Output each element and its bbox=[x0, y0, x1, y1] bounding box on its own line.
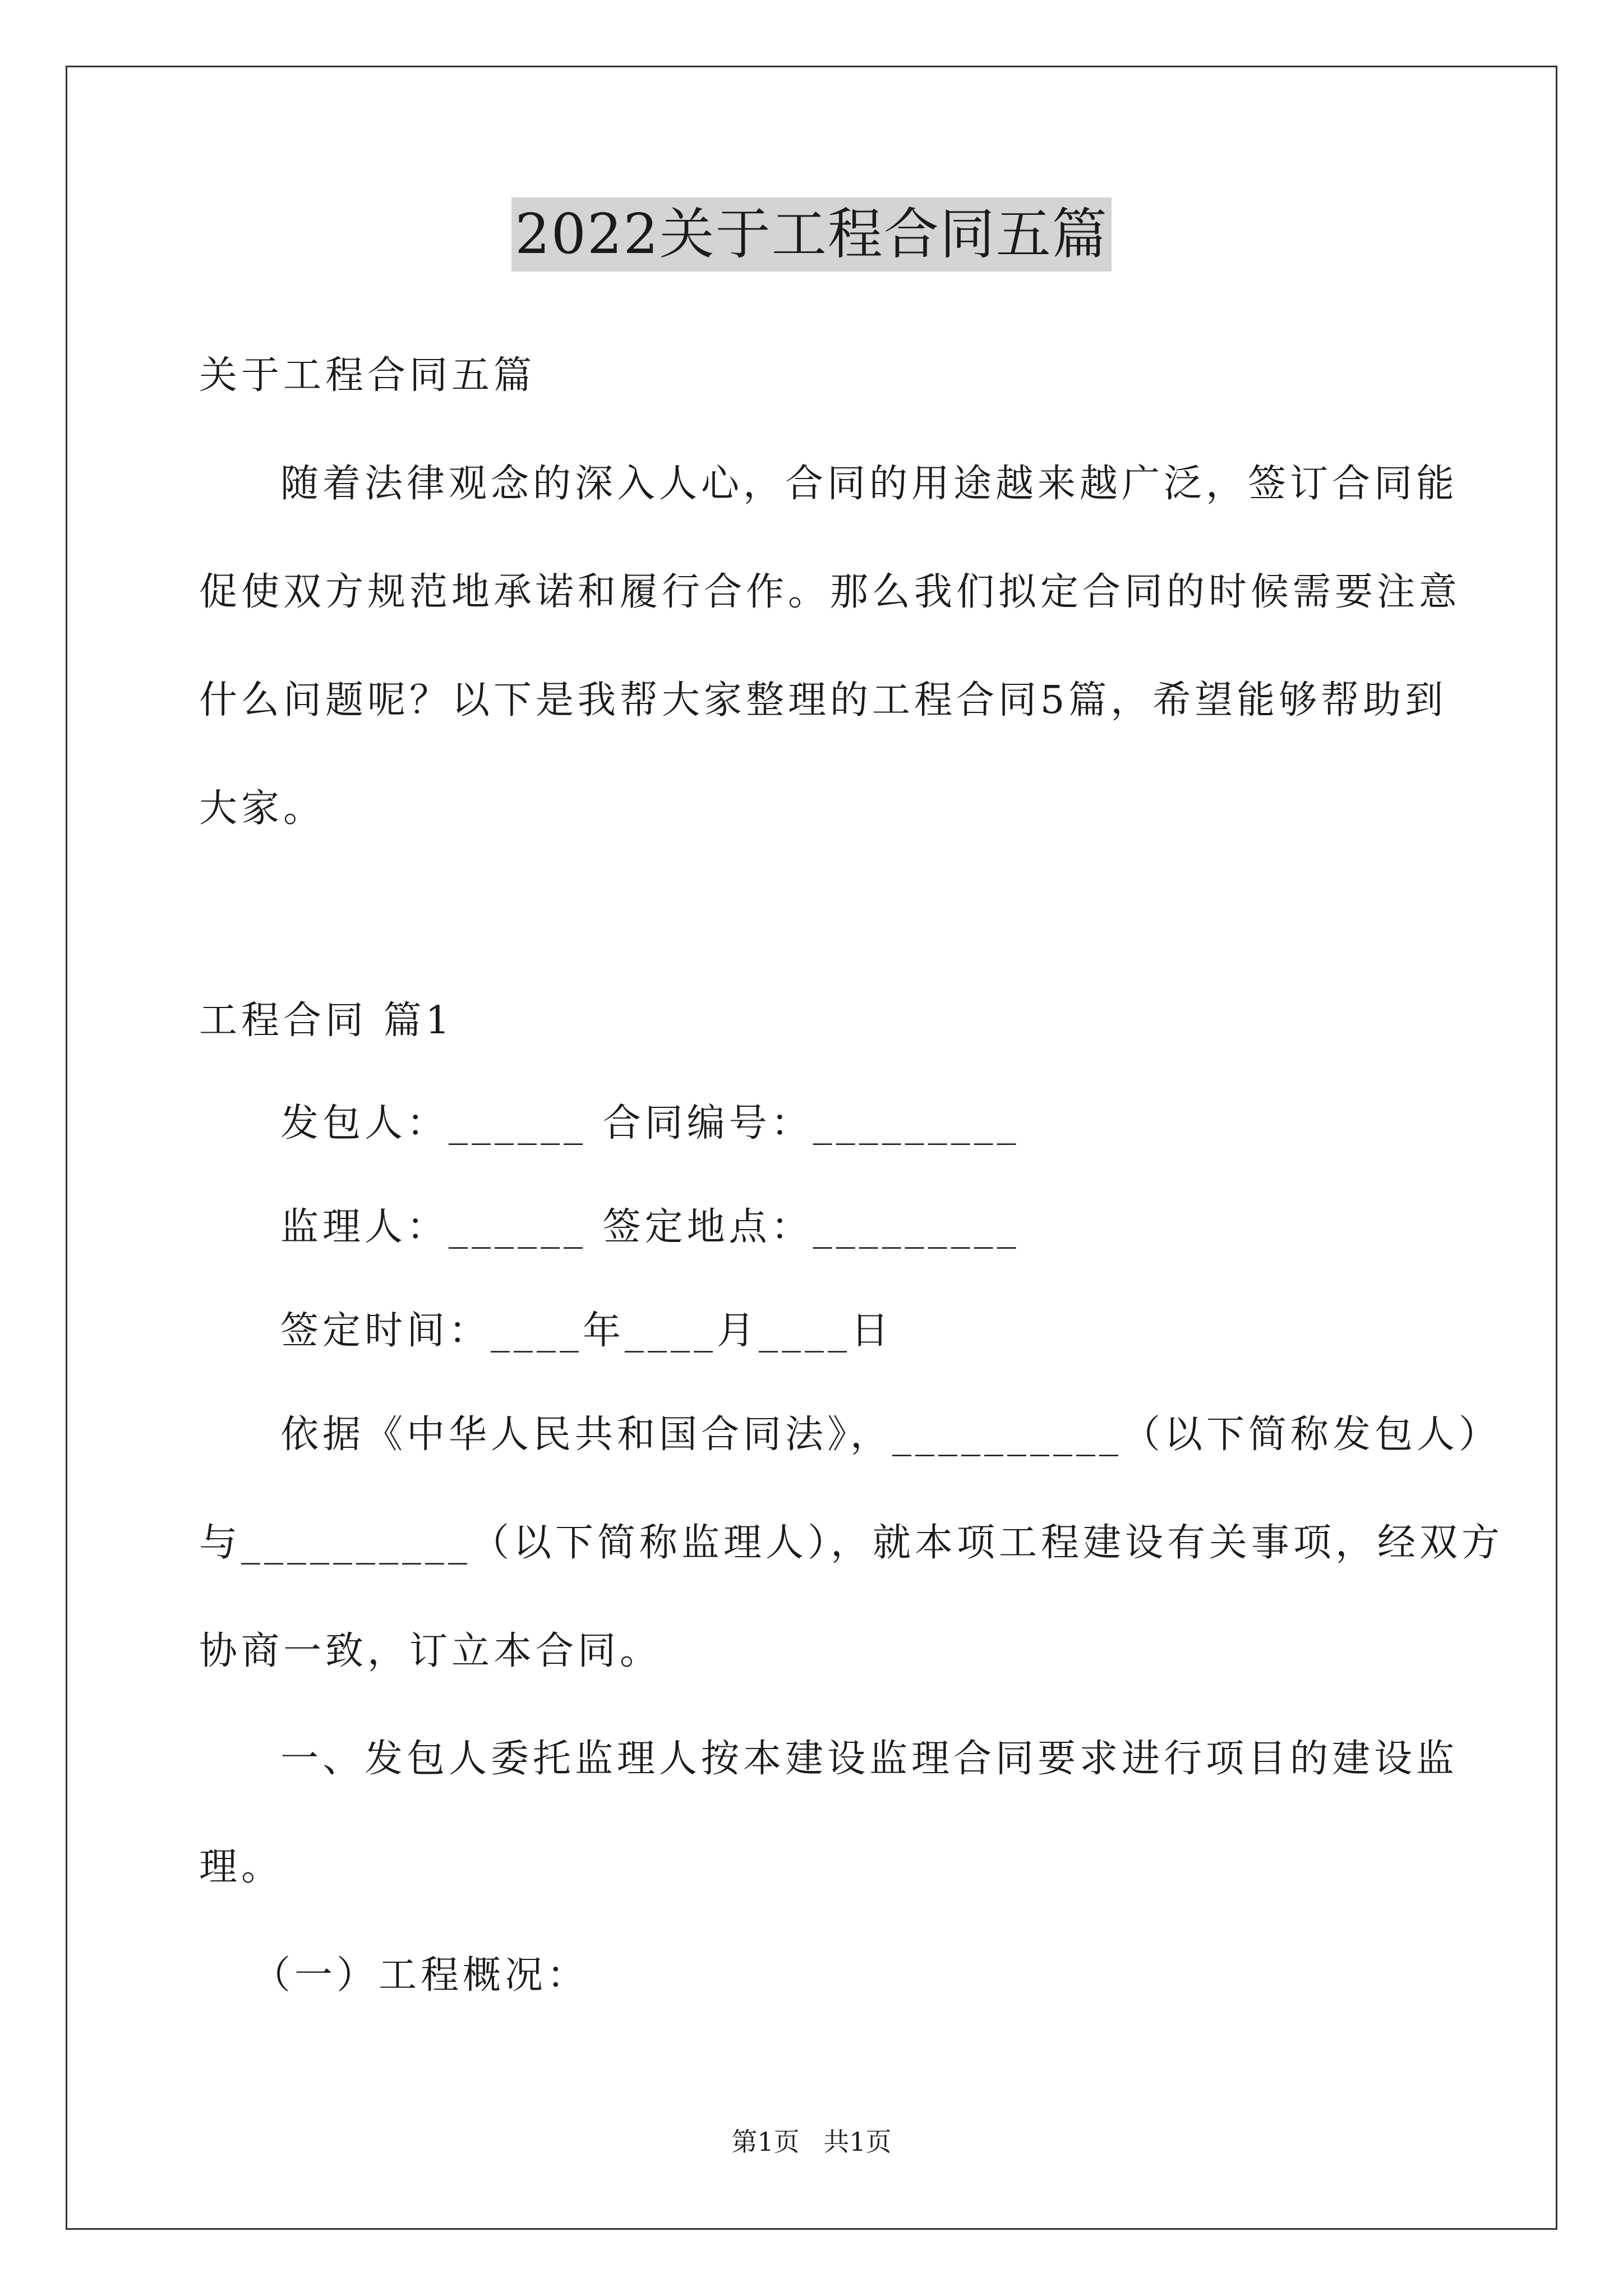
intro-line-2: 促使双方规范地承诺和履行合作。那么我们拟定合同的时候需要注意 bbox=[199, 570, 1461, 614]
project-overview-heading: （一）工程概况： bbox=[252, 1953, 589, 1998]
document-subtitle: 关于工程合同五篇 bbox=[199, 353, 536, 398]
page-number-current: 第1页 bbox=[731, 2127, 800, 2157]
basis-line-3: 协商一致，订立本合同。 bbox=[199, 1629, 662, 1673]
clause-one-line-1: 一、发包人委托监理人按本建设监理合同要求进行项目的建设监 bbox=[280, 1737, 1459, 1781]
section-heading: 工程合同 篇1 bbox=[199, 999, 454, 1043]
title-container bbox=[0, 197, 1623, 272]
signing-date-field: 签定时间：____年____月____日 bbox=[280, 1309, 893, 1353]
page-number-total: 共1页 bbox=[823, 2127, 892, 2157]
intro-line-4: 大家。 bbox=[199, 786, 326, 831]
basis-line-2: 与__________（以下简称监理人），就本项工程建设有关事项，经双方 bbox=[199, 1521, 1504, 1565]
page-footer bbox=[0, 2125, 1623, 2159]
intro-line-3: 什么问题呢？以下是我帮大家整理的工程合同5篇，希望能够帮助到 bbox=[199, 678, 1447, 723]
basis-line-1: 依据《中华人民共和国合同法》，__________（以下简称发包人） bbox=[280, 1412, 1501, 1457]
document-title: 2022关于工程合同五篇 bbox=[511, 197, 1111, 272]
intro-line-1: 随着法律观念的深入人心，合同的用途越来越广泛，签订合同能 bbox=[280, 462, 1459, 506]
supervisor-field: 监理人：______ 签定地点：_________ bbox=[280, 1205, 1020, 1249]
contractor-field: 发包人：______ 合同编号：_________ bbox=[280, 1101, 1020, 1145]
clause-one-line-2: 理。 bbox=[199, 1845, 284, 1889]
